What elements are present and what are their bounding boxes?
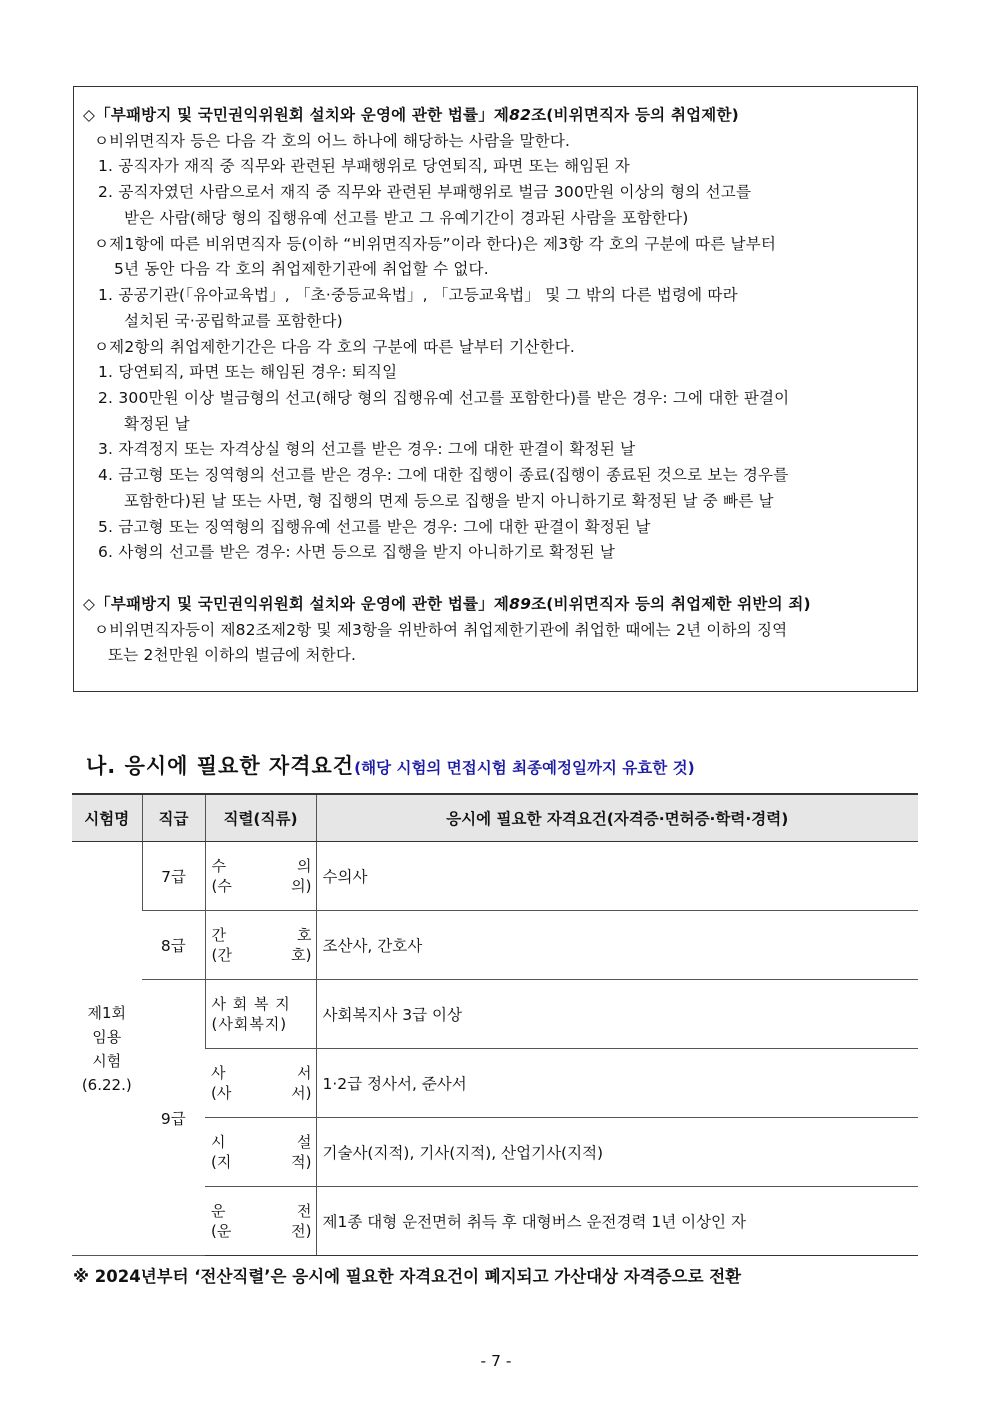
job-sub: (수 의) [211,877,312,895]
section-heading [86,750,695,780]
law-text-line: 3. 자격정지 또는 자격상실 형의 선고를 받은 경우: 그에 대한 판결이 확정된 날 [98,440,636,458]
table-row [72,980,918,1049]
job-sub: (간 호) [211,946,312,964]
law-text-line: ㅇ제2항의 취업제한기간은 다음 각 호의 구분에 따른 날부터 기산한다. [94,338,576,356]
exam-line: 제1회 [87,1003,127,1022]
law-text-line: 6. 사형의 선고를 받은 경우: 사면 등으로 집행을 받지 아니하기로 확정된 날 [98,543,616,561]
requirement-cell: 기술사(지적), 기사(지적), 산업기사(지적) [316,1118,918,1187]
law-text-line: 확정된 날 [124,415,190,433]
law-text-line: 5년 동안 다음 각 호의 취업제한기관에 취업할 수 없다. [114,260,489,278]
header-job: 직렬(직류) [205,794,316,842]
job-name: 운 전 [211,1202,312,1220]
job-name: 수 의 [211,857,312,875]
footnote: ※ 2024년부터 ‘전산직렬’은 응시에 필요한 자격요건이 폐지되고 가산대상 자격증으로 전환 [73,1267,742,1286]
job-cell [205,1049,316,1118]
law-text-line: 2. 공직자였던 사람으로서 재직 중 직무와 관련된 부패행위로 벌금 300만원 이상의 형의 선고를 [98,183,752,201]
job-sub: (지 적) [211,1153,312,1171]
job-sub: (운 전) [211,1222,312,1240]
qualification-table [72,793,918,1256]
table-header-row [72,794,918,842]
requirement-cell: 조산사, 간호사 [316,911,918,980]
job-cell [205,911,316,980]
job-name: 사 회 복 지 [211,995,291,1013]
header-grade: 직급 [142,794,205,842]
law-text-line: ㅇ제1항에 따른 비위면직자 등(이하 “비위면직자등”이라 한다)은 제3항 각 호의 구분에 따른 날부터 [94,235,777,253]
law-excerpt-box [73,86,918,692]
law-text-line: ㅇ비위면직자등이 제82조제2항 및 제3항을 위반하여 취업제한기관에 취업한 때에는 2년 이하의 징역 [94,621,788,639]
requirement-cell: 제1종 대형 운전면허 취득 후 대형버스 운전경력 1년 이상인 자 [316,1187,918,1256]
exam-line: 임용 [92,1027,122,1046]
job-cell [205,980,316,1049]
law-text-line: 4. 금고형 또는 징역형의 선고를 받은 경우: 그에 대한 집행이 종료(집행이 종료된 것으로 보는 경우를 [98,466,789,484]
section-subtitle: (해당 시험의 면접시험 최종예정일까지 유효한 것) [354,759,695,777]
requirement-cell: 1·2급 정사서, 준사서 [316,1049,918,1118]
job-name: 간 호 [211,926,312,944]
exam-line: 시험 [92,1051,122,1070]
job-sub: (사회복지) [211,1015,288,1033]
exam-line: (6.22.) [81,1075,132,1094]
job-name: 시 설 [211,1133,312,1151]
grade-cell: 8급 [142,911,205,980]
law-text-line: 또는 2천만원 이하의 벌금에 처한다. [108,646,357,664]
job-name: 사 서 [211,1064,312,1082]
requirement-cell: 수의사 [316,842,918,911]
law-text-line: 받은 사람(해당 형의 집행유예 선고를 받고 그 유예기간이 경과된 사람을 포함한다) [124,209,689,227]
table-row [72,911,918,980]
job-cell [205,842,316,911]
grade-cell: 7급 [142,842,205,911]
law-text-line: 1. 공공기관(「유아교육법」, 「초·중등교육법」, 「고등교육법」 및 그 밖의 다른 법령에 따라 [98,286,738,304]
law-text-line: 포함한다)된 날 또는 사면, 형 집행의 면제 등으로 집행을 받지 아니하기로 확정된 날 중 빠른 날 [124,492,774,510]
law-text-line: 1. 당연퇴직, 파면 또는 해임된 경우: 퇴직일 [98,363,398,381]
requirement-cell: 사회복지사 3급 이상 [316,980,918,1049]
law-text-line: 2. 300만원 이상 벌금형의 선고(해당 형의 집행유예 선고를 포함한다)를 받은 경우: 그에 대한 판결이 [98,389,790,407]
job-cell [205,1118,316,1187]
job-cell [205,1187,316,1256]
law-text-line: 1. 공직자가 재직 중 직무와 관련된 부패행위로 당연퇴직, 파면 또는 해임된 자 [98,157,630,175]
table-row [72,842,918,911]
law-text-line: 설치된 국·공립학교를 포함한다) [124,312,343,330]
section-title: 나. 응시에 필요한 자격요건 [86,754,355,778]
grade-cell: 9급 [142,980,205,1256]
header-exam: 시험명 [72,794,142,842]
law-text-line: 5. 금고형 또는 징역형의 집행유예 선고를 받은 경우: 그에 대한 판결이 확정된 날 [98,518,651,536]
law-heading-82: ◇「부패방지 및 국민권익위원회 설치와 운영에 관한 법률」제82조(비위면직자 등의 취업제한) [83,106,739,124]
law-heading-89: ◇「부패방지 및 국민권익위원회 설치와 운영에 관한 법률」제89조(비위면직자 등의 취업제한 위반의 죄) [83,595,811,613]
page-number: - 7 - [480,1352,512,1370]
exam-cell [72,842,142,1256]
job-sub: (사 서) [211,1084,312,1102]
law-text-line: ㅇ비위면직자 등은 다음 각 호의 어느 하나에 해당하는 사람을 말한다. [94,132,571,150]
header-requirement: 응시에 필요한 자격요건(자격증·면허증·학력·경력) [316,794,918,842]
